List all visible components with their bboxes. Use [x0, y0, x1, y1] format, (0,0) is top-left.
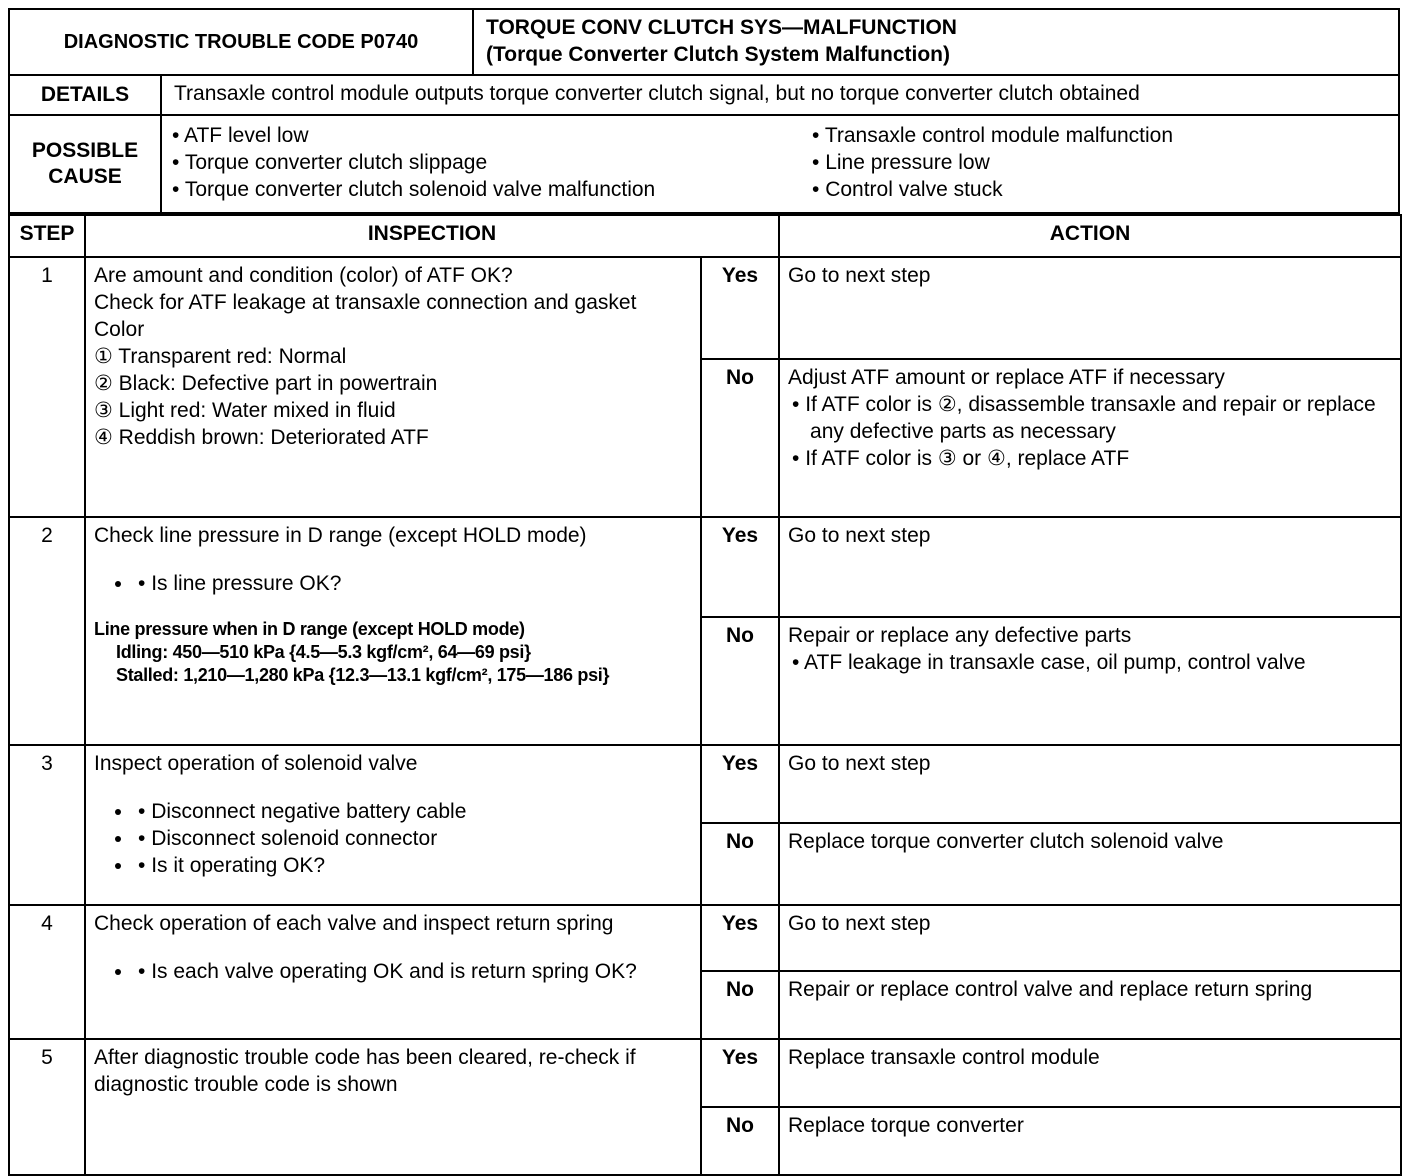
step-1-yes-action: Go to next step [779, 257, 1401, 359]
dtc-title-sub: (Torque Converter Clutch System Malfunction) [486, 43, 950, 66]
dtc-page [8, 8, 1400, 1176]
yes-label: Yes [701, 257, 779, 359]
step-number: 5 [9, 1039, 85, 1175]
cause-item: • Line pressure low [812, 149, 1173, 176]
cause-item: • Transaxle control module malfunction [812, 122, 1173, 149]
step-3-yes-action: Go to next step [779, 745, 1401, 823]
step-header: STEP [9, 215, 85, 257]
step-number: 2 [9, 517, 85, 745]
inspection-header: INSPECTION [85, 215, 779, 257]
details-row [8, 76, 1400, 116]
step-number: 3 [9, 745, 85, 905]
dtc-title-main: TORQUE CONV CLUTCH SYS—MALFUNCTION [486, 16, 957, 39]
step-2-yes-action: Go to next step [779, 517, 1401, 617]
step-2-no-action: Repair or replace any defective parts • ATF leakage in transaxle case, oil pump, control valve [779, 617, 1401, 745]
cause-item: • Torque converter clutch slippage [172, 149, 812, 176]
step-3-inspection: Inspect operation of solenoid valve • • Disconnect negative battery cable • • Disconnect solenoid connector • • Is it operating OK? [85, 745, 701, 905]
step-5-inspection: After diagnostic trouble code has been cleared, re-check if diagnostic trouble code is shown [85, 1039, 701, 1175]
cause-item: • Torque converter clutch solenoid valve malfunction [172, 176, 812, 203]
details-text: Transaxle control module outputs torque converter clutch signal, but no torque converter clutch obtained [174, 82, 1140, 105]
step-5-no-action: Replace torque converter [779, 1107, 1401, 1175]
no-label: No [701, 359, 779, 517]
step-1-inspection: Are amount and condition (color) of ATF OK? Check for ATF leakage at transaxle connection and gasket Color ① Transparent red: Normal ② Black: Defective part in powertrain ③ Light red: Water mixed in fluid ④ Reddish brown: Deteriorated ATF [85, 257, 701, 517]
yes-label: Yes [701, 905, 779, 971]
cause-list-1 [172, 122, 812, 206]
step-3-no-action: Replace torque converter clutch solenoid valve [779, 823, 1401, 905]
yes-label: Yes [701, 745, 779, 823]
step-2-inspection: Check line pressure in D range (except HOLD mode) • • Is line pressure OK? Line pressure when in D range (except HOLD mode) Idling: 450—510 kPa {4.5—5.3 kgf/cm², 64—69 psi} Stalled: 1,210—1,280 kPa {12.3—13.1 kgf/cm², 175—186 psi} [85, 517, 701, 745]
step-1-no-action: Adjust ATF amount or replace ATF if necessary • If ATF color is ②, disassemble transaxle and repair or replace any defective parts as necessary • If ATF color is ③ or ④, replace ATF [779, 359, 1401, 517]
step-4-yes-action: Go to next step [779, 905, 1401, 971]
yes-label: Yes [701, 1039, 779, 1107]
possible-cause-label: POSSIBLE CAUSE [10, 116, 162, 212]
possible-cause-row [8, 116, 1400, 214]
no-label: No [701, 617, 779, 745]
step-4-inspection: Check operation of each valve and inspect return spring • • Is each valve operating OK and is return spring OK? [85, 905, 701, 1039]
cause-item: • Control valve stuck [812, 176, 1173, 203]
cause-list-2 [812, 122, 1173, 206]
dtc-code: DIAGNOSTIC TROUBLE CODE P0740 [10, 10, 474, 74]
no-label: No [701, 823, 779, 905]
no-label: No [701, 1107, 779, 1175]
line-pressure-spec: Line pressure when in D range (except HOLD mode) Idling: 450—510 kPa {4.5—5.3 kgf/cm², 64—69 psi} Stalled: 1,210—1,280 kPa {12.3—13.1 kgf/cm², 175—186 psi} [94, 619, 610, 685]
header [8, 8, 1400, 76]
step-4-no-action: Repair or replace control valve and replace return spring [779, 971, 1401, 1039]
dtc-title [474, 10, 1398, 74]
steps-table [8, 214, 1402, 1176]
step-number: 1 [9, 257, 85, 517]
step-number: 4 [9, 905, 85, 1039]
step-5-yes-action: Replace transaxle control module [779, 1039, 1401, 1107]
no-label: No [701, 971, 779, 1039]
action-header: ACTION [779, 215, 1401, 257]
details-label: DETAILS [10, 76, 162, 114]
yes-label: Yes [701, 517, 779, 617]
cause-item: • ATF level low [172, 122, 812, 149]
